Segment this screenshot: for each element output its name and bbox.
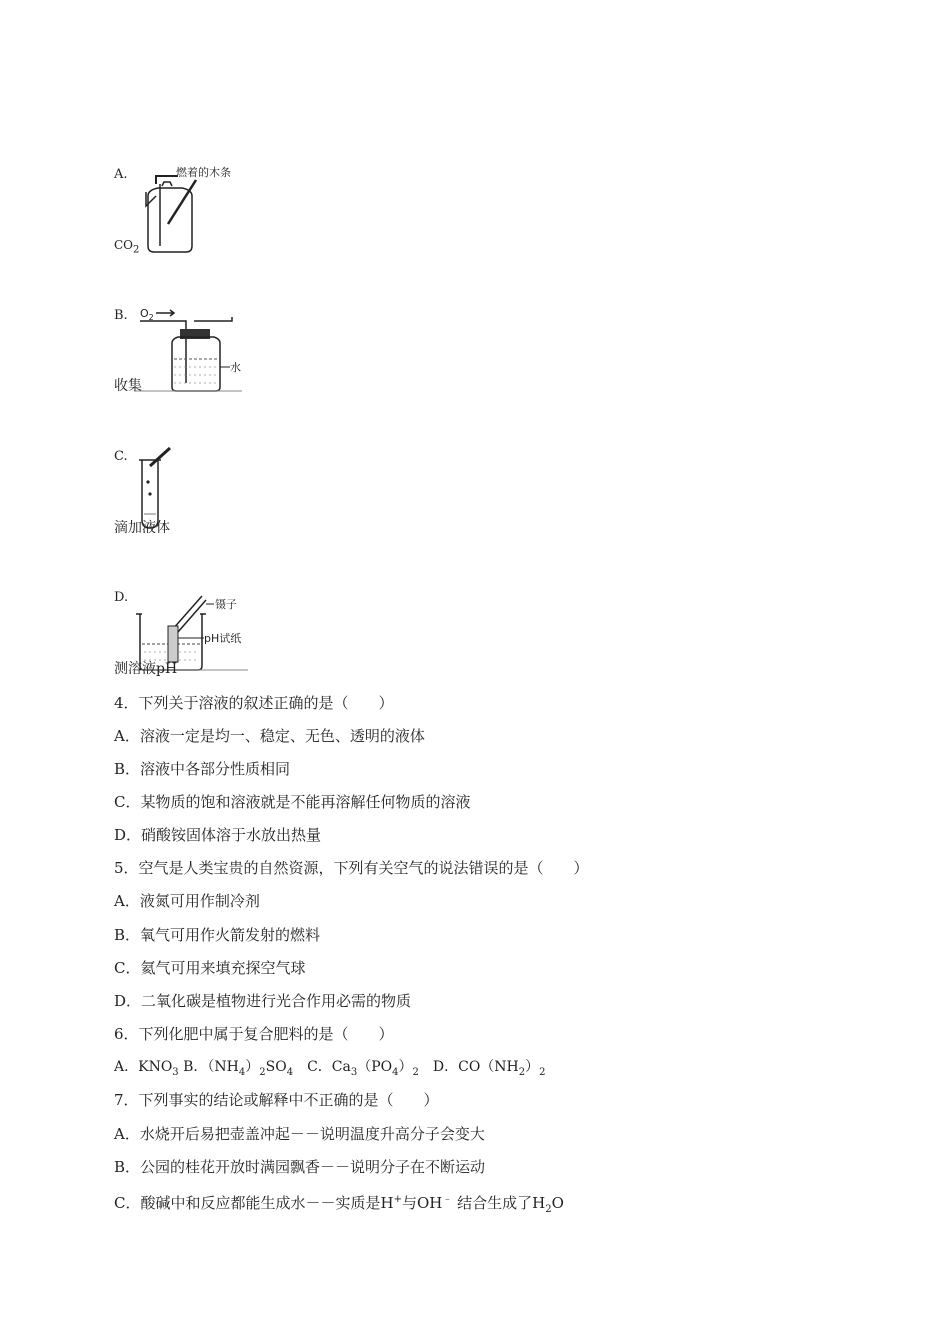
option-b-annotation: 水 [230, 361, 241, 374]
q5-stem: 5．空气是人类宝贵的自然资源，下列有关空气的说法错误的是（ ） [114, 859, 589, 877]
q6-options: A．$KNO_3$ B．$(NH_4)_2SO_4$ C．$Ca_3(PO_4)_2$ D．$CO(NH_2)_2$ [114, 1059, 546, 1078]
q7-stem: 7．下列事实的结论或解释中不正确的是（ ） [114, 1091, 439, 1109]
option-b-label: B. [114, 308, 128, 323]
q5-option-c: C．氦气可用来填充探空气球 [114, 959, 306, 977]
option-d-annotation-top: 镊子 [215, 598, 237, 611]
option-c-label: C. [114, 449, 128, 464]
q4-stem: 4．下列关于溶液的叙述正确的是（ ） [114, 694, 394, 712]
option-d-label: D. [114, 590, 129, 605]
option-a-caption: $CO_2$ [114, 238, 140, 256]
option-c-caption: 滴加液体 [114, 520, 170, 536]
q4-option-d: D．硝酸铵固体溶于水放出热量 [114, 826, 322, 844]
option-b-gas-label: $O_2$ [140, 307, 154, 322]
q4-option-a: A．溶液一定是均一、稳定、无色、透明的液体 [114, 727, 425, 745]
q7-option-b: B．公园的桂花开放时满园飘香－－说明分子在不断运动 [114, 1158, 486, 1176]
option-d-caption: 测溶液pH [114, 661, 178, 677]
q5-option-b: B．氧气可用作火箭发射的燃料 [114, 926, 321, 944]
q7-option-a: A．水烧开后易把壶盖冲起－－说明温度升高分子会变大 [114, 1125, 485, 1143]
q6-stem: 6．下列化肥中属于复合肥料的是（ ） [114, 1025, 394, 1043]
q7-option-c: C．酸碱中和反应都能生成水－－实质是H+与OH﹣ 结合生成了$H_2O$ [114, 1194, 564, 1215]
q4-option-b: B．溶液中各部分性质相同 [114, 760, 291, 778]
option-a-annotation: 燃着的木条 [176, 166, 231, 179]
option-d-annotation-bottom: pH试纸 [204, 632, 242, 645]
option-c-figure [134, 444, 194, 530]
option-a-label: A. [114, 167, 128, 182]
option-b-caption: 收集 [114, 378, 142, 394]
q5-option-d: D．二氧化碳是植物进行光合作用必需的物质 [114, 992, 412, 1010]
q4-option-c: C．某物质的饱和溶液就是不能再溶解任何物质的溶液 [114, 793, 471, 811]
option-a-figure [134, 162, 244, 256]
option-b-figure [134, 303, 244, 395]
q5-option-a: A．液氮可用作制冷剂 [114, 892, 260, 910]
